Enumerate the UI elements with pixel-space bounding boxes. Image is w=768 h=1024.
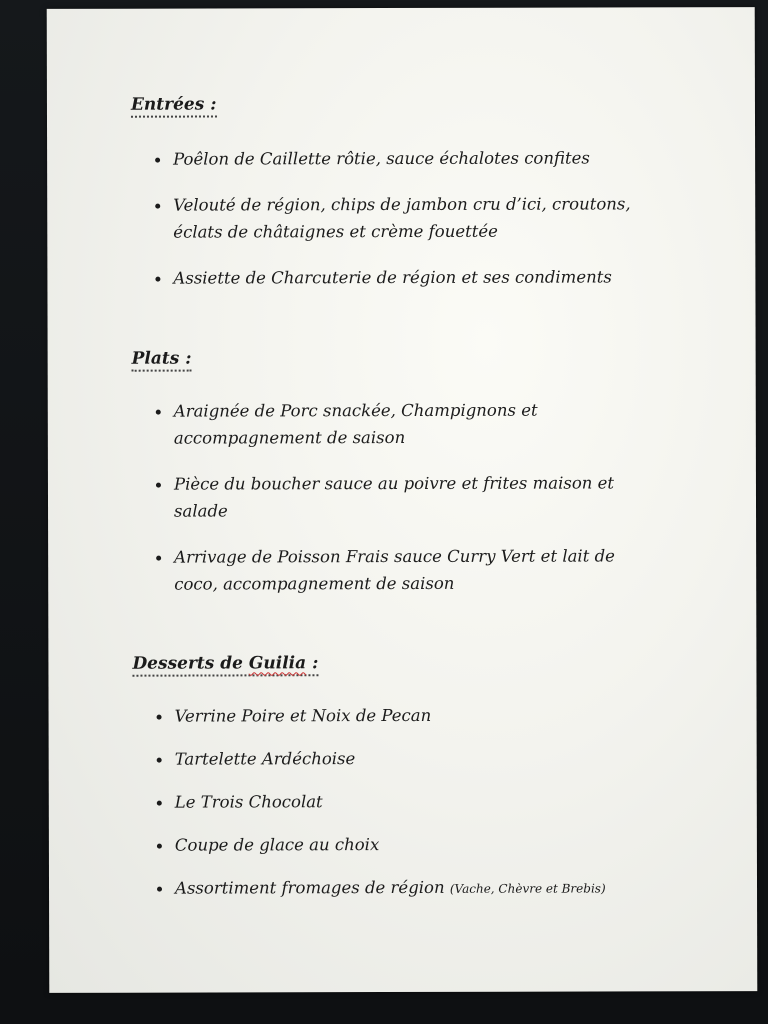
bullet-icon (156, 556, 161, 561)
item-text: Velouté de région, chips de jambon cru d’ici, croutons, éclats de châtaignes et crème fouettée (173, 194, 631, 242)
list-item (157, 830, 657, 858)
item-note: (Vache, Chèvre et Brebis) (449, 881, 606, 896)
bullet-icon (157, 715, 162, 720)
section-title-desserts (132, 653, 318, 676)
item-text: Le Trois Chocolat (174, 792, 323, 812)
section-title-entrees: Entrées : (131, 94, 217, 117)
item-text: Assortiment fromages de région (174, 877, 445, 898)
item-text: Arrivage de Poisson Frais sauce Curry Vert et lait de coco, accompagnement de saison (174, 546, 615, 594)
bullet-icon (157, 844, 162, 849)
list-item (157, 873, 657, 903)
bullet-icon (157, 758, 162, 763)
list-item (156, 396, 656, 451)
list-item (157, 701, 657, 729)
menu-paper (47, 7, 758, 993)
list-item (157, 787, 657, 815)
desserts-title-name: Guilia (248, 653, 307, 674)
bullet-icon (157, 801, 162, 806)
bullet-icon (156, 410, 161, 415)
desserts-title-suffix: : (306, 653, 319, 674)
bullet-icon (155, 158, 160, 163)
section-title-plats: Plats : (132, 349, 192, 372)
entrees-list (155, 144, 655, 291)
list-item (155, 190, 655, 245)
bullet-icon (155, 277, 160, 282)
bullet-icon (155, 204, 160, 209)
item-text: Assiette de Charcuterie de région et ses condiments (173, 267, 612, 288)
bullet-icon (157, 887, 162, 892)
bullet-icon (156, 483, 161, 488)
list-item (156, 469, 656, 524)
item-text: Pièce du boucher sauce au poivre et frites maison et salade (173, 473, 615, 521)
desserts-title-prefix: Desserts de (132, 653, 249, 674)
item-text: Coupe de glace au choix (174, 835, 380, 855)
menu-content (47, 7, 758, 993)
plats-list (156, 396, 657, 597)
item-text: Poêlon de Caillette rôtie, sauce échalotes confites (173, 148, 590, 169)
item-text: Araignée de Porc snackée, Champignons et accompagnement de saison (173, 400, 538, 448)
item-text: Verrine Poire et Noix de Pecan (174, 705, 432, 726)
list-item (157, 744, 657, 772)
list-item (156, 542, 656, 597)
list-item (155, 263, 655, 291)
item-text: Tartelette Ardéchoise (174, 749, 356, 769)
list-item (155, 144, 655, 172)
desserts-list (157, 701, 658, 919)
